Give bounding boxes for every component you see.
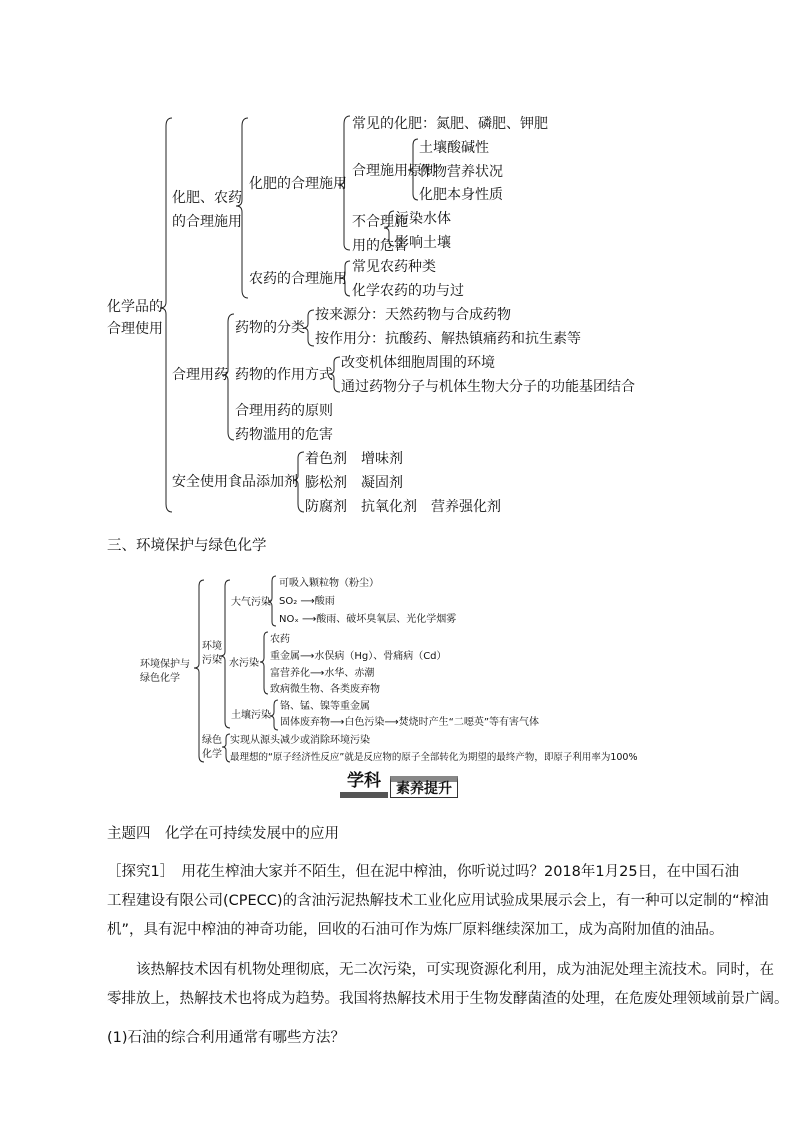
map2-root: 环境保护与 绿色化学 — [140, 659, 190, 684]
map1-l2g: 着色剂 增味剂 — [305, 451, 403, 467]
map1-l2d: 药物的作用方式 — [235, 367, 333, 383]
map2-green: 绿色 化学 — [202, 735, 222, 760]
map2-water1: 农药 — [270, 634, 290, 645]
map2-water4: 致病微生物、各类废弃物 — [270, 684, 380, 695]
para2-line2: 零排放上，热解技术也将成为趋势。我国将热解技术用于生物发酵菌渣的处理，在危废处理领域前景广阔。 — [107, 991, 789, 1007]
subject-banner — [340, 770, 458, 798]
map1-root: 化学品的 合理使用 — [107, 299, 163, 337]
map1-l3e: 化学农药的功与过 — [352, 283, 464, 299]
section3-title: 三、环境保护与绿色化学 — [107, 538, 267, 554]
map1-l4b: 作物营养状况 — [419, 164, 503, 180]
map1-l4a: 土壤酸碱性 — [419, 140, 489, 156]
map1-l1c: 安全使用食品添加剂 — [172, 474, 298, 490]
map2-water3: 富营养化⟶水华、赤潮 — [270, 668, 375, 679]
map2-soil1: 铬、锰、镍等重金属 — [280, 701, 370, 712]
topic-heading: 主题四 化学在可持续发展中的应用 — [107, 826, 339, 842]
map2-air2: SO₂ ⟶酸雨 — [279, 596, 335, 607]
map1-l3h: 改变机体细胞周围的环境 — [341, 355, 495, 371]
map2-green1: 实现从源头减少或消除环境污染 — [230, 735, 370, 746]
map2-air3: NOₓ ⟶酸雨、破坏臭氧层、光化学烟雾 — [279, 614, 457, 625]
map1-l3d: 常见农药种类 — [352, 259, 436, 275]
map1-l2f: 药物滥用的危害 — [235, 427, 333, 443]
map1-l4e: 影响土壤 — [395, 235, 451, 251]
map1-l2h: 膨松剂 凝固剂 — [305, 475, 403, 491]
map1-l3b: 合理施用原则 — [352, 163, 436, 179]
map1-l2a: 化肥的合理施用 — [249, 176, 347, 192]
map1-l4c: 化肥本身性质 — [419, 187, 503, 203]
banner-left: 学科 — [340, 770, 388, 798]
map1-l2i: 防腐剂 抗氧化剂 营养强化剂 — [305, 499, 501, 515]
map1-l2b: 农药的合理施用 — [249, 271, 347, 287]
map1-l3i: 通过药物分子与机体生物大分子的功能基团结合 — [341, 379, 635, 395]
para2-line1: 该热解技术因有机物处理彻底，无二次污染，可实现资源化利用，成为油泥处理主流技术。同时，在 — [136, 962, 774, 978]
para1-line2: 工程建设有限公司(CPECC)的含油污泥热解技术工业化应用试验成果展示会上，有一种可以定制的“榨油 — [107, 893, 769, 909]
map2-water2: 重金属⟶水俣病（Hg）、骨痛病（Cd） — [270, 651, 447, 662]
map1-l1b: 合理用药 — [172, 367, 228, 383]
map1-l1a: 化肥、农药 的合理施用 — [172, 190, 242, 230]
map1-l2e: 合理用药的原则 — [235, 403, 333, 419]
para1-line3: 机”，具有泥中榨油的神奇功能，回收的石油可作为炼厂原料继续深加工，成为高附加值的油品。 — [107, 922, 724, 938]
map2-air: 大气污染 — [231, 597, 271, 608]
map1-l3a: 常见的化肥：氮肥、磷肥、钾肥 — [352, 116, 548, 132]
map2-soil: 土壤污染 — [231, 710, 271, 721]
map1-l3f: 按来源分：天然药物与合成药物 — [315, 307, 511, 323]
para1-line1: ［探究1］ 用花生榨油大家并不陌生，但在泥中榨油，你听说过吗？2018年1月25日，在中国石油 — [107, 864, 740, 880]
map1-l4d: 污染水体 — [395, 211, 451, 227]
map2-green2: 最理想的“原子经济性反应”就是反应物的原子全部转化为期望的最终产物，即原子利用率为100% — [230, 752, 638, 763]
map2-air1: 可吸入颗粒物（粉尘） — [279, 578, 379, 589]
map1-l2c: 药物的分类 — [235, 320, 305, 336]
map2-soil2: 固体废弃物⟶白色污染⟶焚烧时产生“二噁英”等有害气体 — [280, 717, 540, 728]
banner-right: 素养提升 — [390, 776, 458, 798]
question-1: (1)石油的综合利用通常有哪些方法？ — [107, 1030, 346, 1046]
map1-l3g: 按作用分：抗酸药、解热镇痛药和抗生素等 — [315, 331, 581, 347]
map2-env: 环境 污染 — [202, 641, 222, 666]
map2-water: 水污染 — [229, 658, 259, 669]
map1-l3c: 不合理施 用的危害 — [352, 214, 408, 254]
